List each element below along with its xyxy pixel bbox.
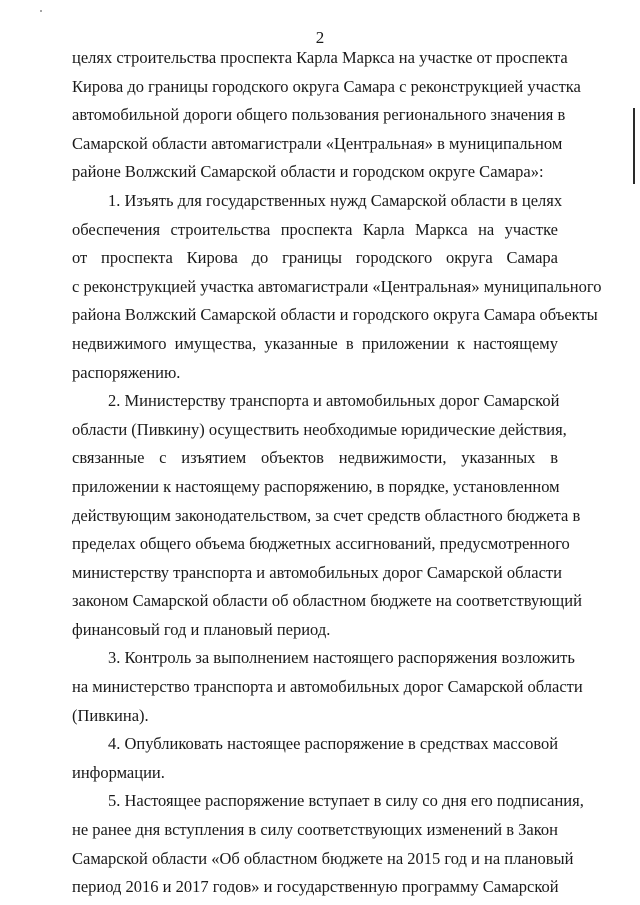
text-line: недвижимого имущества, указанные в приложении к настоящему — [72, 333, 558, 353]
text-line: районе Волжский Самарской области и городском округе Самара»: — [72, 162, 544, 182]
text-line: от проспекта Кирова до границы городского округа Самара — [72, 248, 558, 268]
text-line: приложении к настоящему распоряжению, в порядке, установленном — [72, 476, 560, 496]
scan-dot — [40, 10, 42, 12]
paragraph-first-line: 2. Министерству транспорта и автомобильных дорог Самарской — [108, 391, 560, 411]
text-line: (Пивкина). — [72, 705, 149, 725]
document-body — [72, 44, 602, 902]
scan-edge-mark — [633, 108, 635, 184]
text-line: целях строительства проспекта Карла Маркса на участке от проспекта — [72, 48, 568, 67]
text-line: информации. — [72, 762, 165, 782]
text-line: обеспечения строительства проспекта Карла Маркса на участке — [72, 219, 558, 239]
paragraph-first-line: 5. Настоящее распоряжение вступает в силу со дня его подписания, — [108, 791, 584, 811]
text-line: Самарской области «Об областном бюджете на 2015 год и на плановый — [72, 848, 574, 868]
text-line: законом Самарской области об областном бюджете на соответствующий — [72, 591, 582, 611]
text-line: автомобильной дороги общего пользования регионального значения в — [72, 105, 566, 125]
text-line: действующим законодательством, за счет средств областного бюджета в — [72, 505, 581, 525]
text-line: области (Пивкину) осуществить необходимые юридические действия, — [72, 419, 567, 439]
page-number: 2 — [315, 28, 325, 47]
paragraph-first-line: 3. Контроль за выполнением настоящего распоряжения возложить — [108, 648, 575, 668]
paragraph-first-line: 1. Изъять для государственных нужд Самарской области в целях — [108, 190, 563, 210]
text-line: распоряжению. — [72, 362, 181, 382]
text-line: Самарской области автомагистрали «Центральная» в муниципальном — [72, 133, 563, 153]
paragraph-first-line: 4. Опубликовать настоящее распоряжение в средствах массовой — [108, 734, 559, 754]
text-line: на министерство транспорта и автомобильных дорог Самарской области — [72, 677, 583, 697]
text-line: период 2016 и 2017 годов» и государственную программу Самарской — [72, 877, 559, 897]
text-line: с реконструкцией участка автомагистрали «Центральная» муниципального — [72, 276, 602, 296]
text-line: не ранее дня вступления в силу соответствующих изменений в Закон — [72, 820, 559, 840]
text-line: Кирова до границы городского округа Самара с реконструкцией участка — [72, 76, 581, 96]
text-line: финансовый год и плановый период. — [72, 619, 331, 639]
text-line: пределах общего объема бюджетных ассигнований, предусмотренного — [72, 534, 570, 554]
text-line: связанные с изъятием объектов недвижимости, указанных в — [72, 448, 558, 468]
text-line: района Волжский Самарской области и городского округа Самара объекты — [72, 305, 598, 325]
text-line: министерству транспорта и автомобильных дорог Самарской области — [72, 562, 562, 582]
